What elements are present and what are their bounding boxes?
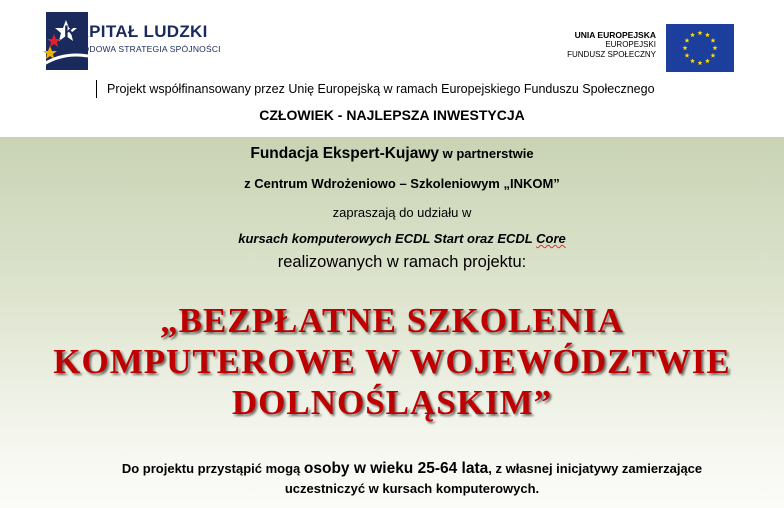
eu-label bbox=[567, 30, 656, 60]
project-headline bbox=[0, 300, 784, 423]
eligibility-age: osoby w wieku 25-64 lata bbox=[303, 460, 489, 477]
courses-text: kursach komputerowych ECDL Start oraz ECDL bbox=[238, 231, 537, 246]
courses-core-word: Core bbox=[536, 231, 566, 246]
courses-line bbox=[10, 231, 784, 246]
headline-line-1: „BEZPŁATNE SZKOLENIA bbox=[160, 301, 624, 340]
partner-line: z Centrum Wdrożeniowo – Szkoleniowym „INKOM” bbox=[244, 176, 560, 191]
eligibility-part-a: Do projektu przystąpić mogą bbox=[121, 461, 304, 476]
eu-label-line2: EUROPEJSKI bbox=[605, 40, 656, 49]
realized-line: realizowanych w ramach projektu: bbox=[277, 253, 527, 271]
eligibility-line-2: uczestniczyć w kursach komputerowych. bbox=[284, 481, 540, 496]
eu-flag-icon bbox=[666, 24, 734, 72]
eu-label-line3: FUNDUSZ SPOŁECZNY bbox=[567, 50, 656, 59]
slogan: CZŁOWIEK - NAJLEPSZA INWESTYCJA bbox=[259, 107, 525, 123]
eligibility-text bbox=[40, 459, 784, 499]
eligibility-part-c: , z własnej inicjatywy zamierzające bbox=[488, 461, 703, 476]
headline-line-2: KOMPUTEROWE W WOJEWÓDZTWIE bbox=[53, 342, 731, 381]
project-cofinancing-note: Projekt współfinansowany przez Unię Europejską w ramach Europejskiego Funduszu Społecznego bbox=[96, 80, 655, 98]
eligibility-line-1 bbox=[40, 459, 784, 479]
organizer-line bbox=[0, 145, 784, 163]
headline-line-3: DOLNOŚLĄSKIM” bbox=[231, 383, 553, 422]
invite-line: zapraszają do udziału w bbox=[332, 205, 472, 220]
kapital-ludzki-subtitle: NARODOWA STRATEGIA SPÓJNOŚCI bbox=[64, 44, 221, 54]
organizer-name: Fundacja Ekspert-Kujawy bbox=[250, 145, 439, 162]
eu-label-line1: UNIA EUROPEJSKA bbox=[574, 30, 656, 40]
kapital-ludzki-title: KAPITAŁ LUDZKI bbox=[64, 22, 208, 41]
organizer-suffix: w partnerstwie bbox=[439, 146, 534, 161]
